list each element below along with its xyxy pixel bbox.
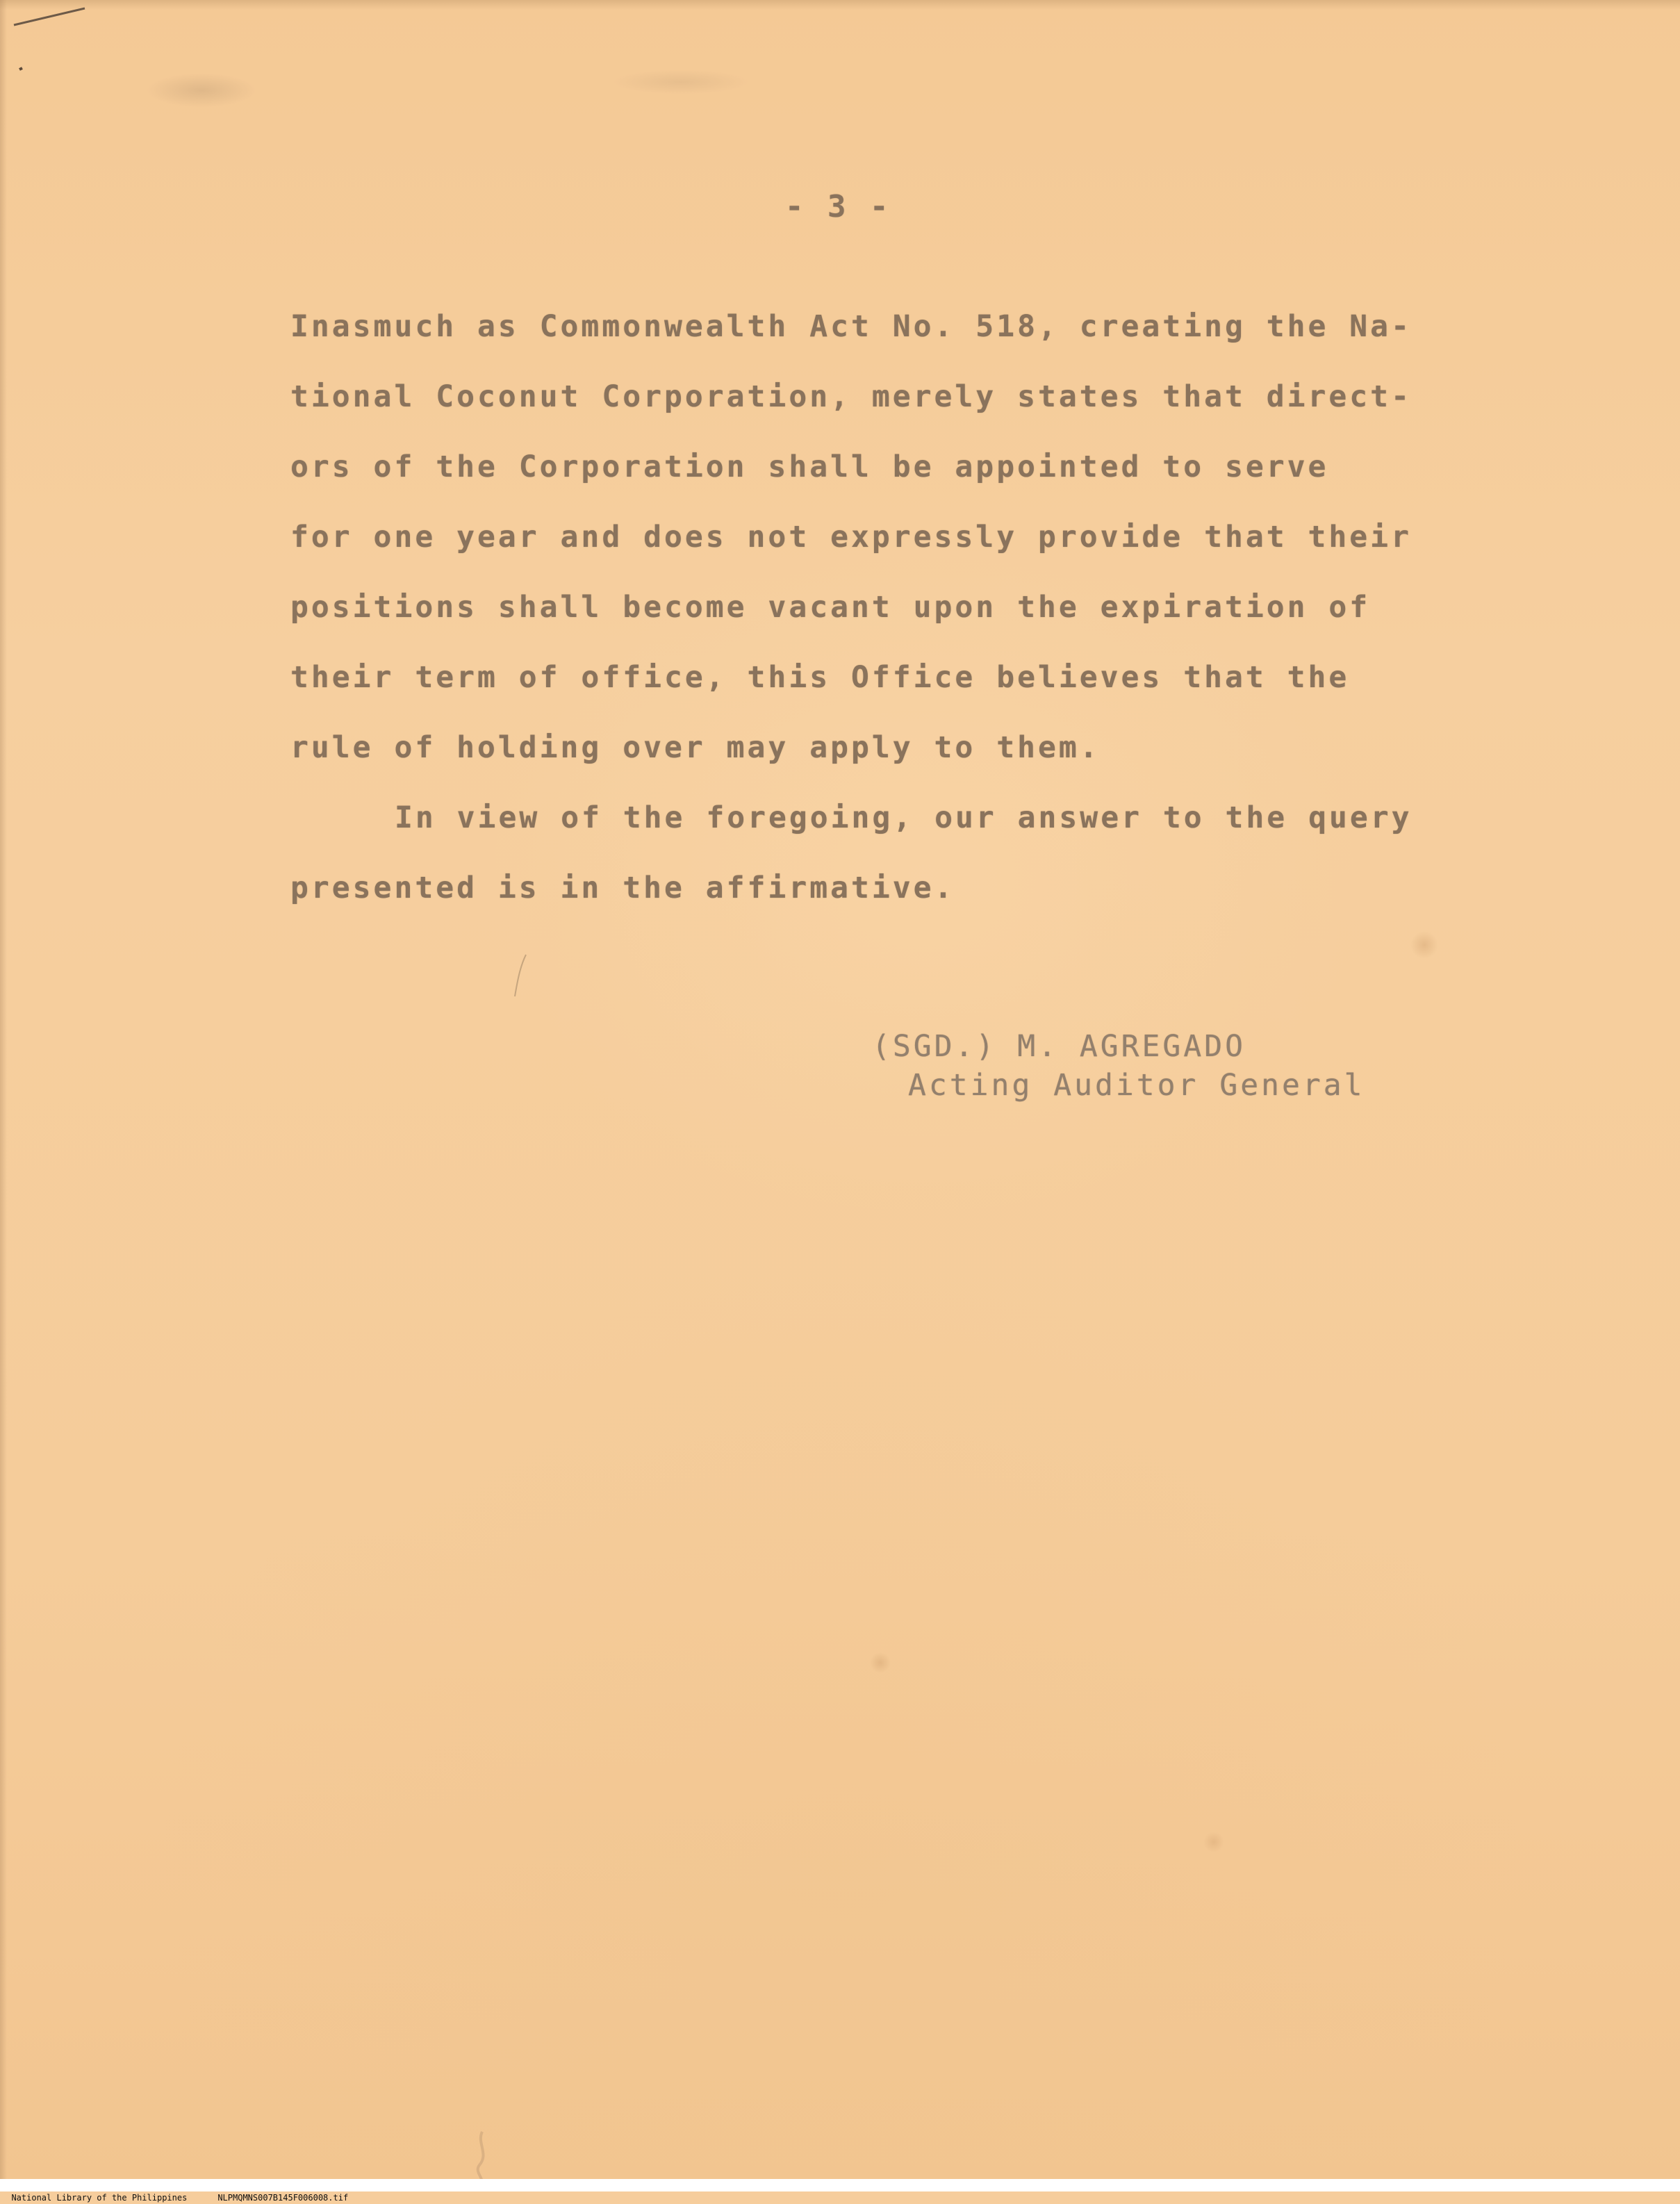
body-line: for one year and does not expressly provide that their [290,520,1412,554]
page-edge-top [0,0,1680,10]
paper-stain [1410,931,1438,959]
signature-block [872,1027,1365,1105]
body-line: tional Coconut Corporation, merely states that direct- [290,379,1412,414]
paper-crease-mark [461,2129,503,2185]
paper-stain [146,73,257,108]
body-line: ors of the Corporation shall be appointed to serve [290,450,1329,484]
paper-stain [1203,1832,1224,1852]
paper-stain [611,69,750,94]
signatory-name: (SGD.) M. AGREGADO [872,1029,1246,1064]
page-number: - 3 - [785,189,891,224]
corner-pencil-mark [13,3,96,79]
body-line: rule of holding over may apply to them. [290,730,1101,765]
footer-filename: NLPMQMNS007B145F006008.tif [217,2193,349,2203]
body-line: their term of office, this Office believes that the [290,660,1350,695]
scan-footer [0,2179,1680,2203]
body-line: Inasmuch as Commonwealth Act No. 518, creating the Na- [290,309,1412,344]
body-line-indented: In view of the foregoing, our answer to the query [395,800,1413,835]
pencil-stroke-mark [511,952,532,1001]
body-line: presented is in the affirmative. [290,871,955,905]
footer-library-name: National Library of the Philippines [11,2193,188,2203]
body-line: positions shall become vacant upon the expiration of [290,590,1371,625]
signatory-title: Acting Auditor General [908,1068,1365,1103]
page-edge-left [0,0,7,2191]
letter-body [290,292,1430,923]
paper-stain [870,1652,891,1673]
